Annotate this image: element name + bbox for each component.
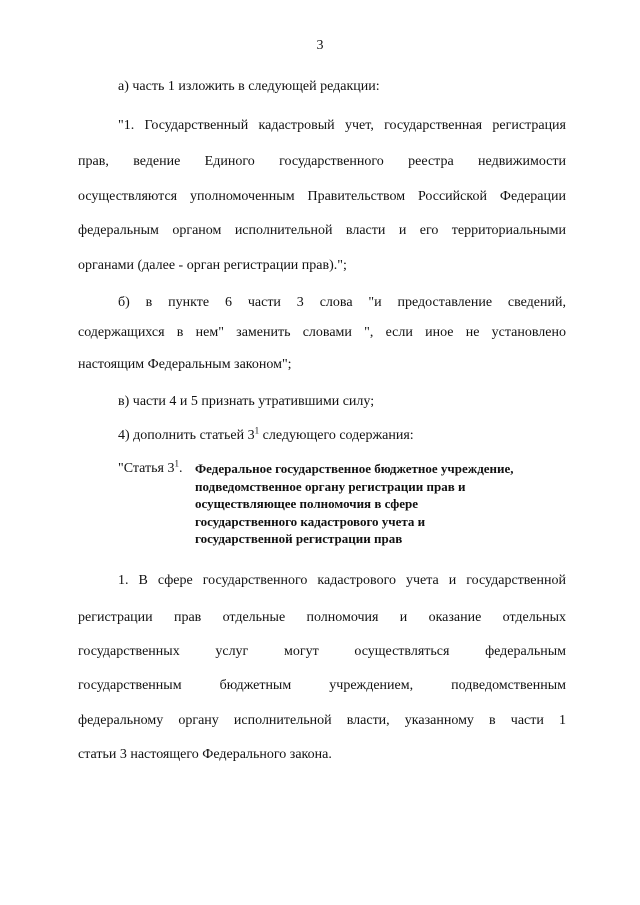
paragraph-line: федеральным органом исполнительной власти и его территориальными <box>78 223 566 238</box>
paragraph-line: "1. Государственный кадастровый учет, государственная регистрация <box>118 118 566 133</box>
paragraph-4 <box>118 427 414 445</box>
paragraph-line: регистрации прав отдельные полномочия и оказание отдельных <box>78 610 566 625</box>
article-title-line: государственного кадастрового учета и <box>195 513 426 529</box>
paragraph-line: статьи 3 настоящего Федерального закона. <box>78 747 332 762</box>
article-title-line: Федеральное государственное бюджетное учреждение, <box>195 461 514 476</box>
paragraph-v: в) части 4 и 5 признать утратившими силу; <box>118 394 375 409</box>
paragraph-line: 1. В сфере государственного кадастрового учета и государственной <box>118 573 566 588</box>
paragraph-line: государственным бюджетным учреждением, подведомственным <box>78 678 566 693</box>
paragraph-line: прав, ведение Единого государственного реестра недвижимости <box>78 154 566 169</box>
paragraph-line: настоящим Федеральным законом"; <box>78 357 292 372</box>
superscript: 1 <box>174 458 179 469</box>
paragraph-4-text-after: следующего содержания: <box>259 428 414 443</box>
article-title-line: осуществляющее полномочия в сфере <box>195 496 418 511</box>
paragraph-line: осуществляются уполномоченным Правительством Российской Федерации <box>78 189 566 204</box>
article-label <box>118 460 182 478</box>
paragraph-line: федеральному органу исполнительной власти, указанному в части 1 <box>78 713 566 728</box>
paragraph-line: содержащихся в нем" заменить словами ", если иное не установлено <box>78 325 566 340</box>
article-title <box>195 460 575 548</box>
paragraph-line: государственных услуг могут осуществляться федеральным <box>78 644 566 659</box>
article-title-line: подведомственное органу регистрации прав и <box>195 478 466 494</box>
article-label-suffix: . <box>178 461 183 476</box>
paragraph-a: а) часть 1 изложить в следующей редакции: <box>118 79 380 94</box>
page-number: 3 <box>316 38 324 53</box>
paragraph-line: б) в пункте 6 части 3 слова "и предоставление сведений, <box>118 295 566 310</box>
paragraph-line: органами (далее - орган регистрации прав)."; <box>78 258 347 273</box>
article-label-text: "Статья 3 <box>118 461 175 476</box>
paragraph-4-text: 4) дополнить статьей 3 <box>118 428 255 443</box>
article-title-line: государственной регистрации прав <box>195 531 403 546</box>
superscript: 1 <box>254 425 260 436</box>
